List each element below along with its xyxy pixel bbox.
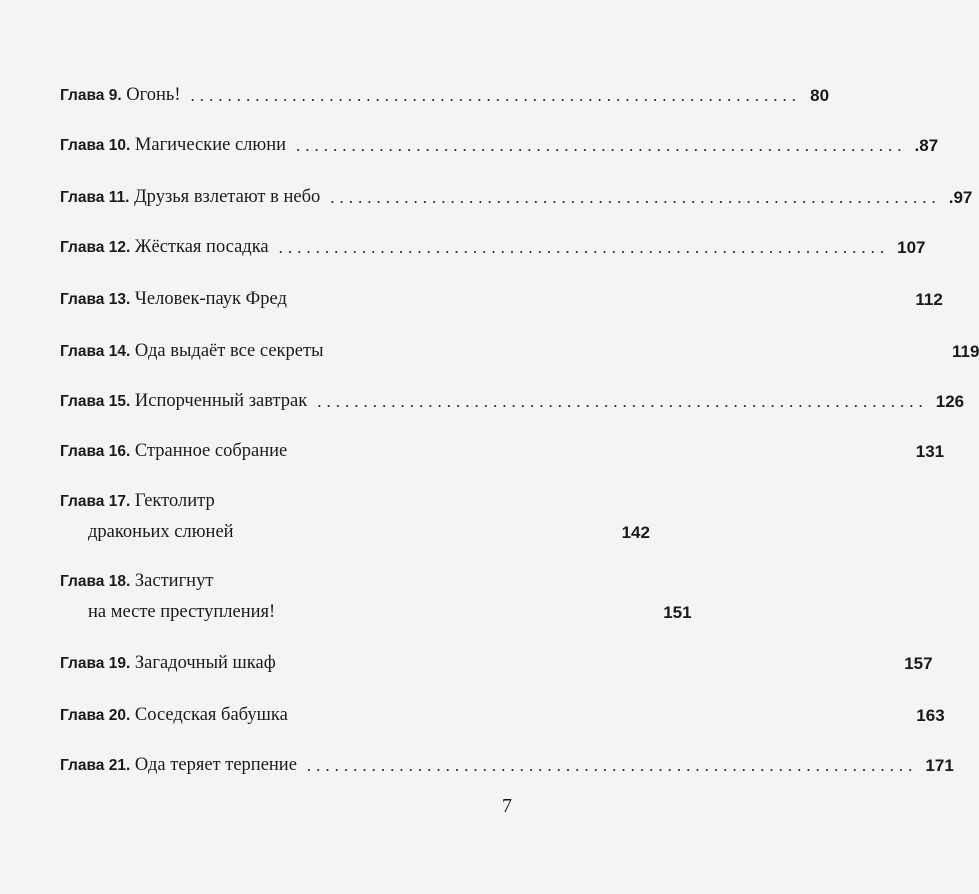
chapter-number: Глава 13. — [60, 291, 131, 308]
toc-entry — [60, 438, 945, 465]
chapter-number: Глава 18. — [60, 573, 131, 590]
toc-entry — [60, 568, 692, 626]
chapter-number: Глава 12. — [60, 239, 131, 256]
toc-entry — [60, 338, 979, 365]
chapter-number: Глава 10. — [60, 137, 131, 154]
page-ref: 151 — [663, 603, 692, 622]
page-number: 7 — [502, 795, 512, 817]
toc-entry — [60, 132, 939, 159]
page-ref: 126 — [935, 392, 965, 411]
chapter-number: Глава 15. — [60, 393, 131, 410]
chapter-title: Магические слюни — [134, 135, 287, 155]
chapter-number: Глава 19. — [60, 655, 131, 672]
toc-entry — [60, 752, 954, 779]
toc-entry — [60, 650, 933, 677]
leader-dots: .................................................................. — [306, 756, 918, 775]
leader-dots: .................................................................. — [278, 238, 890, 257]
page-ref: 131 — [915, 442, 945, 461]
chapter-number: Глава 14. — [60, 343, 131, 360]
leader-dots: .................................................................. — [317, 392, 928, 411]
chapter-title: Загадочный шкаф — [134, 653, 276, 673]
toc-entry — [60, 488, 650, 546]
chapter-number: Глава 16. — [60, 443, 131, 460]
leader-dots: .................................................................. — [330, 188, 941, 207]
toc-entry — [60, 234, 926, 261]
chapter-number: Глава 9. — [60, 87, 122, 104]
leader-dots: .................................................................. — [190, 86, 802, 105]
chapter-title: Ода выдаёт все секреты — [134, 341, 324, 361]
chapter-title: Огонь! — [126, 85, 181, 105]
chapter-number: Глава 20. — [60, 707, 131, 724]
chapter-title-line2: на месте преступления! — [88, 602, 276, 622]
toc-entry — [60, 82, 830, 109]
page-ref: 119 — [952, 342, 979, 361]
chapter-title: Жёсткая посадка — [134, 237, 269, 257]
chapter-title: Друзья взлетают в небо — [134, 187, 321, 207]
page-ref: 112 — [915, 290, 943, 309]
chapter-title-line2: драконьих слюней — [88, 522, 234, 542]
toc-entry — [60, 184, 973, 211]
chapter-title: Человек-паук Фред — [134, 289, 287, 309]
chapter-number: Глава 21. — [60, 757, 131, 774]
toc-entry — [60, 702, 945, 729]
chapter-title: Странное собрание — [134, 441, 288, 461]
page-ref: .97 — [948, 188, 973, 207]
chapter-title: Гектолитр — [134, 491, 215, 511]
chapter-title: Испорченный завтрак — [134, 391, 308, 411]
page-ref: 107 — [897, 238, 926, 257]
chapter-number: Глава 17. — [60, 493, 131, 510]
leader-dots: .................................................................. — [296, 136, 907, 155]
chapter-number: Глава 11. — [60, 189, 130, 206]
page-ref: 142 — [621, 523, 650, 542]
page-ref: .87 — [914, 136, 939, 155]
page-ref: 80 — [810, 86, 830, 105]
toc-entry — [60, 388, 965, 415]
page-ref: 163 — [916, 706, 945, 725]
chapter-title: Ода теряет терпение — [134, 755, 297, 775]
page-ref: 157 — [904, 654, 933, 673]
chapter-title: Соседская бабушка — [134, 705, 288, 725]
chapter-title: Застигнут — [134, 571, 214, 591]
toc-entry — [60, 286, 943, 313]
page-ref: 171 — [925, 756, 954, 775]
